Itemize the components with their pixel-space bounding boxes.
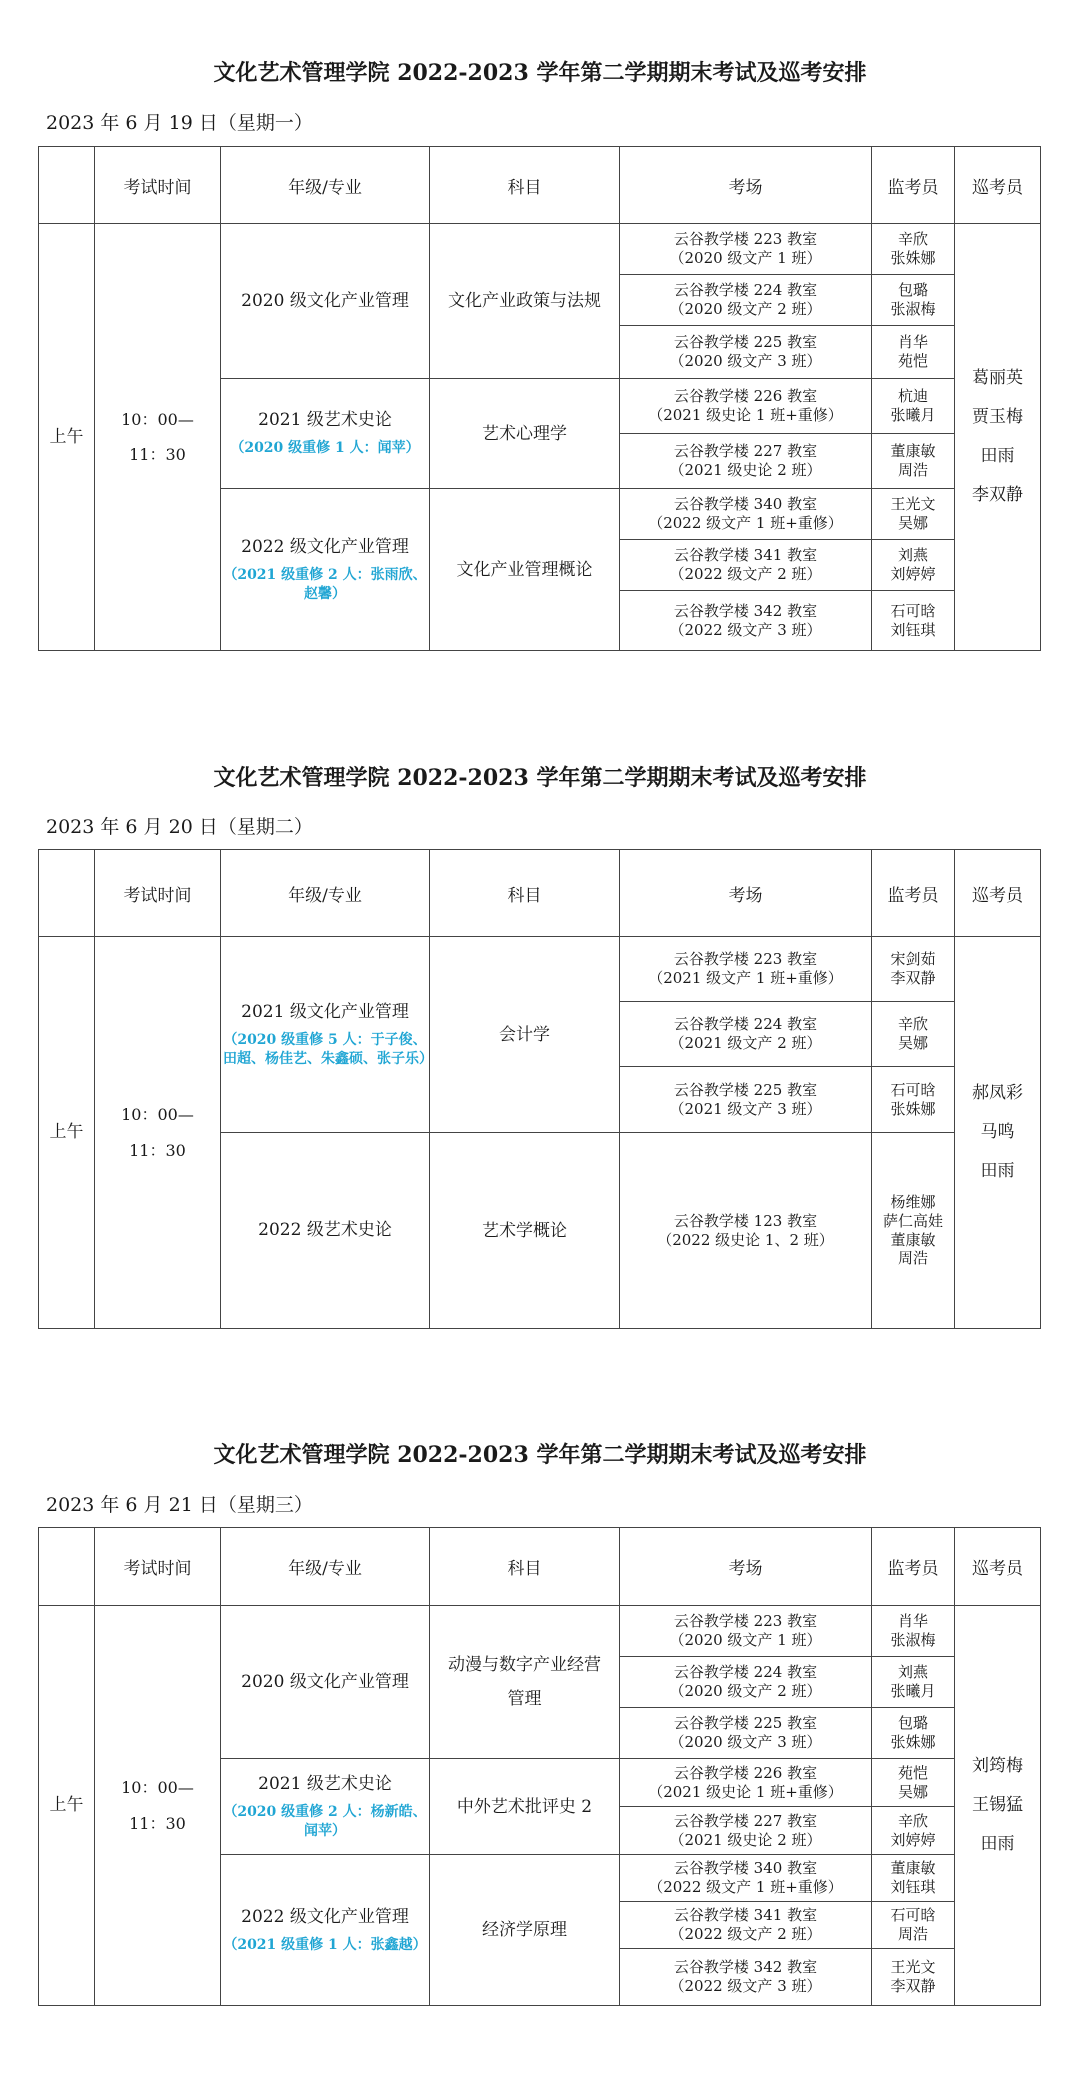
major-cell: [221, 937, 433, 1133]
invigilator-cell: [872, 1133, 955, 1329]
room-cell: [620, 1606, 872, 1657]
room-name: 云谷教学楼 223 教室: [673, 230, 818, 249]
session-cell: 上午: [39, 224, 95, 651]
subject-line: 中外艺术批评史 2: [456, 1796, 593, 1817]
invigilator-cell: [872, 489, 955, 540]
room-class: （2020 级文产 1 班）: [669, 1631, 822, 1649]
invigilator: 刘钰琪: [890, 620, 936, 639]
subject-line: 动漫与数字产业经营: [448, 1655, 601, 1675]
room-cell: [620, 540, 872, 591]
header-invigilator: 监考员: [872, 147, 955, 224]
retake-note: （2021 级重修 1 人：张鑫越）: [223, 1936, 427, 1953]
header-blank: [39, 1528, 95, 1606]
major-name: 2021 级艺术史论: [258, 1774, 392, 1795]
room-class: （2021 级文产 1 班+重修）: [648, 969, 843, 987]
table-header-row: [39, 1528, 1041, 1606]
header-time: 考试时间: [95, 1528, 221, 1606]
retake-note: （2021 级重修 2 人：张雨欣、赵馨）: [223, 567, 427, 602]
major-name: 2022 级文化产业管理: [241, 537, 409, 558]
room-name: 云谷教学楼 341 教室: [673, 546, 818, 565]
invigilator: 董康敏: [890, 1230, 936, 1249]
invigilator: 辛欣: [897, 1015, 928, 1034]
subject-line: 经济学原理: [482, 1920, 567, 1940]
time-end: 11：30: [129, 1813, 186, 1833]
invigilator: 宋剑茹: [890, 950, 936, 969]
room-class: （2020 级文产 1 班）: [669, 249, 822, 267]
invigilator: 辛欣: [897, 230, 928, 249]
subject-line: 管理: [507, 1689, 542, 1709]
time-start: 10：00—: [121, 1778, 194, 1798]
room-cell: [620, 379, 872, 434]
room-name: 云谷教学楼 224 教室: [673, 281, 818, 300]
invigilator-cell: [872, 434, 955, 489]
room-class: （2020 级文产 2 班）: [669, 300, 822, 318]
room-class: （2020 级文产 3 班）: [669, 352, 822, 370]
header-subject: 科目: [430, 1528, 620, 1606]
invigilator-cell: [872, 591, 955, 651]
retake-note: （2020 级重修 5 人：于子俊、田超、杨佳艺、朱鑫硕、张子乐）: [223, 1032, 433, 1067]
patrol-cell: [955, 1606, 1041, 2006]
room-cell: [620, 434, 872, 489]
invigilator: 李双静: [890, 969, 936, 987]
patrol-cell: [955, 937, 1041, 1329]
time-start: 10：00—: [121, 1105, 194, 1125]
major-name: 2021 级文化产业管理: [241, 1002, 409, 1023]
major-name: 2020 级文化产业管理: [241, 290, 409, 311]
subject-line: 艺术学概论: [482, 1220, 567, 1241]
room-cell: [620, 1902, 872, 1949]
section-title: 文化艺术管理学院 2022-2023 学年第二学期期末考试及巡考安排: [213, 1442, 867, 1468]
invigilator: 周浩: [897, 1925, 928, 1943]
room-cell: [620, 326, 872, 379]
subject-cell: [430, 379, 620, 489]
header-major: 年级/专业: [221, 850, 430, 937]
room-cell: [620, 591, 872, 651]
invigilator: 刘婷婷: [890, 1830, 936, 1849]
major-cell: [221, 1759, 430, 1855]
room-cell: [620, 1807, 872, 1855]
invigilator-cell: [872, 540, 955, 591]
invigilator: 董康敏: [890, 1859, 936, 1878]
invigilator-cell: [872, 1902, 955, 1949]
time-cell: [95, 937, 221, 1329]
header-time: 考试时间: [95, 850, 221, 937]
invigilator: 石可晗: [890, 1906, 936, 1925]
room-name: 云谷教学楼 225 教室: [673, 333, 818, 352]
invigilator: 刘燕: [897, 546, 928, 565]
invigilator-cell: [872, 379, 955, 434]
room-name: 云谷教学楼 223 教室: [673, 1612, 818, 1631]
invigilator: 张姝娜: [890, 1099, 936, 1118]
invigilator: 张曦月: [890, 1682, 936, 1700]
invigilator-cell: [872, 1067, 955, 1133]
major-name: 2021 级艺术史论: [258, 410, 392, 431]
retake-note: （2020 级重修 2 人：杨新皓、闻苹）: [223, 1804, 427, 1839]
major-cell: [221, 1855, 430, 2006]
header-room: 考场: [620, 1528, 872, 1606]
invigilator-cell: [872, 1807, 955, 1855]
room-cell: [620, 1759, 872, 1807]
invigilator-cell: [872, 1657, 955, 1708]
invigilator: 董康敏: [890, 442, 936, 461]
subject-cell: [430, 1855, 620, 2006]
invigilator-cell: [872, 1708, 955, 1759]
invigilator: 张曦月: [890, 406, 936, 424]
invigilator: 张姝娜: [890, 249, 936, 267]
invigilator: 肖华: [897, 333, 928, 352]
invigilator: 苑恺: [897, 352, 928, 370]
invigilator-cell: [872, 326, 955, 379]
invigilator: 吴娜: [897, 514, 928, 532]
retake-note: （2020 级重修 1 人：闻苹）: [230, 440, 420, 457]
major-cell: [221, 224, 430, 379]
invigilator: 王光文: [890, 495, 936, 514]
major-name: 2020 级文化产业管理: [241, 1671, 409, 1692]
invigilator: 刘钰琪: [890, 1878, 936, 1896]
invigilator: 吴娜: [897, 1034, 928, 1052]
subject-line: 会计学: [499, 1024, 550, 1045]
room-cell: [620, 937, 872, 1002]
invigilator: 包璐: [897, 281, 928, 300]
subject-line: 文化产业政策与法规: [448, 291, 601, 311]
patrol-person: 李双静: [972, 485, 1023, 506]
invigilator: 石可晗: [890, 601, 936, 620]
room-class: （2022 级文产 2 班）: [669, 1925, 822, 1943]
time-end: 11：30: [129, 1140, 186, 1160]
time-cell: [95, 1606, 221, 2006]
room-name: 云谷教学楼 223 教室: [673, 950, 818, 969]
major-cell: [221, 489, 430, 651]
time-cell: [95, 224, 221, 651]
patrol-person: 马鸣: [980, 1121, 1015, 1142]
room-name: 云谷教学楼 340 教室: [673, 495, 818, 514]
room-name: 云谷教学楼 342 教室: [673, 601, 818, 620]
subject-cell: [430, 489, 620, 651]
invigilator-cell: [872, 937, 955, 1002]
subject-cell: [430, 937, 620, 1133]
room-class: （2021 级史论 1 班+重修）: [648, 406, 843, 424]
room-name: 云谷教学楼 225 教室: [673, 1714, 818, 1733]
invigilator-cell: [872, 1606, 955, 1657]
session-cell: 上午: [39, 937, 95, 1329]
room-class: （2021 级史论 2 班）: [669, 1830, 822, 1849]
invigilator: 石可晗: [890, 1080, 936, 1099]
invigilator: 杨维娜: [890, 1193, 936, 1211]
table-header-row: [39, 147, 1041, 224]
invigilator: 苑恺: [897, 1763, 928, 1782]
patrol-cell: [955, 224, 1041, 651]
subject-cell: [430, 1606, 620, 1759]
invigilator: 刘婷婷: [890, 565, 936, 583]
subject-cell: [430, 1759, 620, 1855]
invigilator: 周浩: [897, 1249, 928, 1268]
room-cell: [620, 1855, 872, 1902]
header-patrol: 巡考员: [955, 1528, 1041, 1606]
header-patrol: 巡考员: [955, 850, 1041, 937]
invigilator: 吴娜: [897, 1782, 928, 1801]
invigilator: 张淑梅: [890, 300, 936, 318]
room-cell: [620, 1657, 872, 1708]
room-cell: [620, 1708, 872, 1759]
room-cell: [620, 224, 872, 275]
header-subject: 科目: [430, 850, 620, 937]
patrol-person: 郝凤彩: [972, 1082, 1023, 1103]
invigilator-cell: [872, 224, 955, 275]
subject-line: 文化产业管理概论: [456, 559, 593, 580]
header-subject: 科目: [430, 147, 620, 224]
section-title: 文化艺术管理学院 2022-2023 学年第二学期期末考试及巡考安排: [213, 60, 867, 86]
room-name: 云谷教学楼 227 教室: [673, 1811, 818, 1830]
invigilator: 包璐: [897, 1714, 928, 1733]
exam-table: [38, 849, 1041, 1329]
room-name: 云谷教学楼 224 教室: [673, 1015, 818, 1034]
room-name: 云谷教学楼 224 教室: [673, 1663, 818, 1682]
header-patrol: 巡考员: [955, 147, 1041, 224]
room-name: 云谷教学楼 226 教室: [673, 1763, 818, 1782]
header-major: 年级/专业: [221, 1528, 430, 1606]
major-cell: [221, 379, 430, 489]
header-blank: [39, 850, 95, 937]
invigilator-cell: [872, 1949, 955, 2006]
room-class: （2021 级文产 3 班）: [669, 1099, 822, 1118]
room-cell: [620, 1949, 872, 2006]
exam-date: 2023 年 6 月 19 日（星期一）: [46, 112, 313, 134]
header-room: 考场: [620, 850, 872, 937]
room-cell: [620, 1067, 872, 1133]
subject-line: 艺术心理学: [482, 423, 567, 444]
room-class: （2022 级文产 2 班）: [669, 565, 822, 583]
patrol-person: 田雨: [980, 1161, 1015, 1182]
section-title: 文化艺术管理学院 2022-2023 学年第二学期期末考试及巡考安排: [213, 765, 867, 791]
exam-date: 2023 年 6 月 21 日（星期三）: [46, 1494, 313, 1516]
invigilator: 张姝娜: [890, 1733, 936, 1751]
room-name: 云谷教学楼 226 教室: [673, 387, 818, 406]
room-class: （2022 级文产 1 班+重修）: [648, 1878, 843, 1896]
room-class: （2020 级文产 2 班）: [669, 1682, 822, 1700]
patrol-person: 刘筠梅: [972, 1755, 1023, 1776]
room-name: 云谷教学楼 341 教室: [673, 1906, 818, 1925]
room-class: （2021 级史论 2 班）: [669, 461, 822, 479]
header-invigilator: 监考员: [872, 850, 955, 937]
subject-cell: [430, 1133, 620, 1329]
invigilator-cell: [872, 1855, 955, 1902]
header-time: 考试时间: [95, 147, 221, 224]
room-name: 云谷教学楼 340 教室: [673, 1859, 818, 1878]
invigilator: 肖华: [897, 1612, 928, 1631]
room-class: （2021 级文产 2 班）: [669, 1034, 822, 1052]
table-row: [39, 1606, 1041, 1657]
header-room: 考场: [620, 147, 872, 224]
major-cell: [221, 1133, 430, 1329]
invigilator: 周浩: [897, 461, 928, 479]
major-name: 2022 级艺术史论: [258, 1220, 392, 1241]
room-cell: [620, 1002, 872, 1067]
session-cell: 上午: [39, 1606, 95, 2006]
invigilator: 李双静: [890, 1977, 936, 1995]
invigilator: 王光文: [890, 1958, 936, 1977]
room-name: 云谷教学楼 227 教室: [673, 442, 818, 461]
room-class: （2022 级文产 3 班）: [669, 1977, 822, 1995]
table-row: [39, 224, 1041, 275]
subject-cell: [430, 224, 620, 379]
room-class: （2022 级文产 1 班+重修）: [648, 514, 843, 532]
header-blank: [39, 147, 95, 224]
room-name: 云谷教学楼 123 教室: [673, 1211, 818, 1230]
room-class: （2022 级文产 3 班）: [669, 620, 822, 639]
time-start: 10：00—: [121, 409, 194, 429]
header-invigilator: 监考员: [872, 1528, 955, 1606]
room-cell: [620, 275, 872, 326]
patrol-person: 王锡猛: [972, 1794, 1023, 1815]
room-class: （2020 级文产 3 班）: [669, 1733, 822, 1751]
room-name: 云谷教学楼 342 教室: [673, 1958, 818, 1977]
major-cell: [221, 1606, 430, 1759]
table-row: [39, 937, 1041, 1002]
patrol-person: 贾玉梅: [972, 406, 1023, 427]
table-header-row: [39, 850, 1041, 937]
patrol-person: 田雨: [980, 1834, 1015, 1855]
invigilator: 辛欣: [897, 1811, 928, 1830]
exam-table: [38, 1527, 1041, 2006]
time-end: 11：30: [129, 445, 186, 464]
header-major: 年级/专业: [221, 147, 430, 224]
invigilator-cell: [872, 1759, 955, 1807]
room-class: （2022 级史论 1、2 班）: [657, 1230, 834, 1249]
exam-table: [38, 146, 1041, 651]
room-cell: [620, 489, 872, 540]
invigilator: 刘燕: [897, 1663, 928, 1682]
room-class: （2021 级史论 1 班+重修）: [648, 1782, 843, 1801]
patrol-person: 田雨: [980, 446, 1015, 466]
invigilator: 张淑梅: [890, 1631, 936, 1649]
patrol-person: 葛丽英: [972, 367, 1023, 388]
room-cell: [620, 1133, 872, 1329]
invigilator: 萨仁高娃: [882, 1211, 943, 1230]
invigilator: 杭迪: [897, 387, 928, 406]
invigilator-cell: [872, 1002, 955, 1067]
room-name: 云谷教学楼 225 教室: [673, 1080, 818, 1099]
exam-date: 2023 年 6 月 20 日（星期二）: [46, 816, 313, 838]
invigilator-cell: [872, 275, 955, 326]
major-name: 2022 级文化产业管理: [241, 1906, 409, 1927]
